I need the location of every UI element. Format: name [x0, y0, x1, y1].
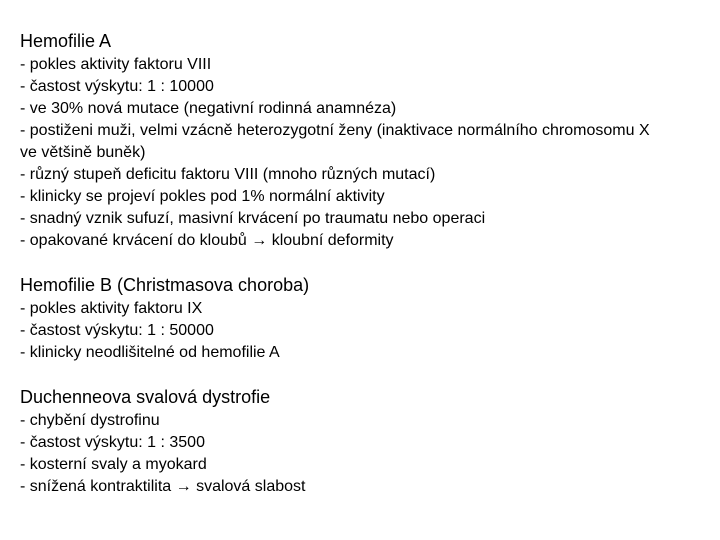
item-emphasis: faktoru IX	[133, 300, 203, 317]
list-item: - různý stupeň deficitu faktoru VIII (mnoho různých mutací)	[20, 166, 436, 183]
section-hemofilie-a	[20, 30, 700, 252]
list-item: - kosterní svaly a myokard	[20, 456, 207, 473]
list-item: - častost výskytu: 1 : 3500	[20, 434, 205, 451]
list-item	[20, 54, 700, 76]
item-text: - chybění	[20, 412, 91, 429]
section-heading: Hemofilie A	[20, 31, 112, 51]
list-item: - častost výskytu: 1 : 50000	[20, 322, 214, 339]
list-item: - klinicky se projeví pokles pod 1% normální aktivity	[20, 188, 385, 205]
list-item: - opakované krvácení do kloubů → kloubní deformity	[20, 232, 394, 249]
document-page	[20, 30, 700, 498]
list-item: - klinicky neodlišitelné od hemofilie A	[20, 344, 280, 361]
section-heading: Hemofilie B (Christmasova choroba)	[20, 275, 310, 295]
list-item	[20, 410, 700, 432]
section-hemofilie-b	[20, 274, 700, 364]
section-duchenne	[20, 386, 700, 498]
item-emphasis: dystrofinu	[90, 412, 160, 429]
list-item: - postiženi muži, velmi vzácně heterozygotní ženy (inaktivace normálního chromosomu X ve většině buněk)	[20, 122, 650, 161]
item-text: - pokles aktivity	[20, 56, 134, 73]
item-text: - pokles aktivity	[20, 300, 134, 317]
list-item	[20, 298, 700, 320]
item-emphasis: faktoru VIII	[133, 56, 212, 73]
list-item: - snížená kontraktilita → svalová slabost	[20, 478, 306, 495]
section-heading: Duchenneova svalová dystrofie	[20, 387, 271, 407]
list-item: - snadný vznik sufuzí, masivní krvácení po traumatu nebo operaci	[20, 210, 486, 227]
list-item: - častost výskytu: 1 : 10000	[20, 78, 214, 95]
list-item: - ve 30% nová mutace (negativní rodinná anamnéza)	[20, 100, 397, 117]
